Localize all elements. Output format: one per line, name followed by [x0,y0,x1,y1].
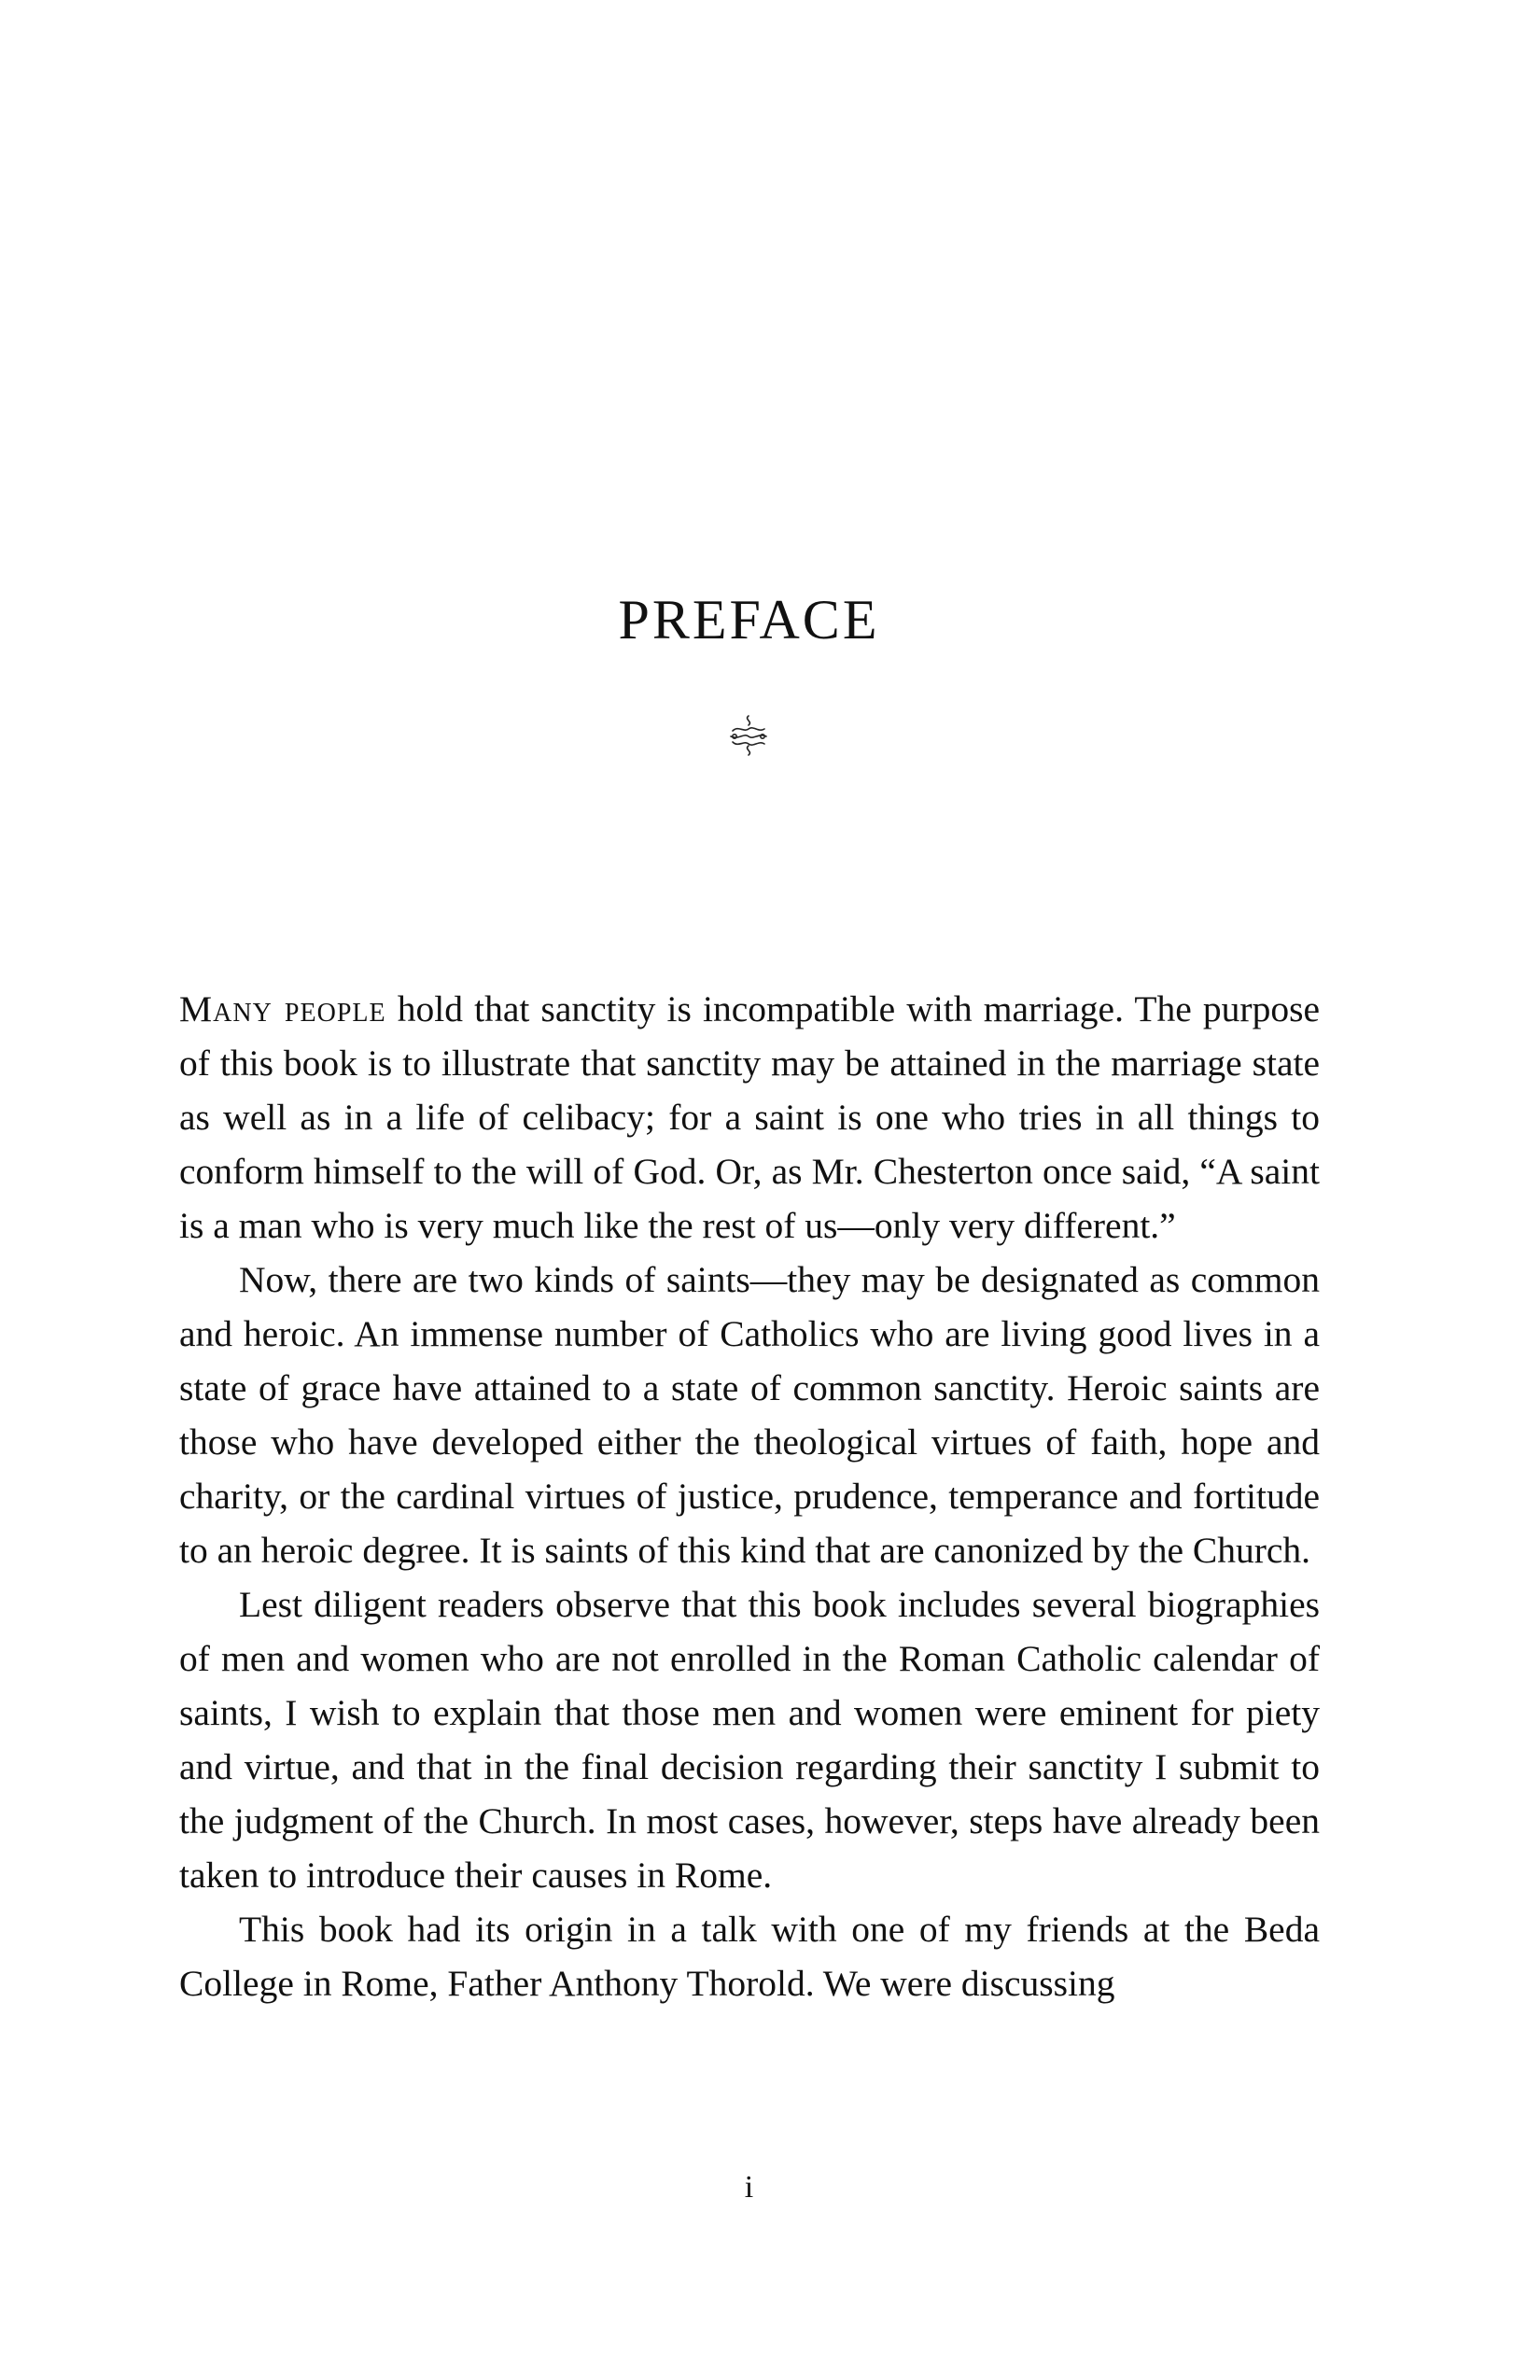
preface-body [179,982,1320,2010]
page-title: PREFACE [618,589,880,651]
paragraph-4: This book had its origin in a talk with one of my friends at the Beda College in Rome, Father Anthony Thorold. We were discussing [179,1909,1320,2004]
paragraph-2: Now, there are two kinds of saints—they may be designated as common and heroic. An immense number of Catholics who are living good lives in a state of grace have attained to a state of common sanctity. Heroic saints are those who have developed either the theological virtues of faith, hope and charity, or the cardinal virtues of justice, prudence, temperance and fortitude to an heroic degree. It is saints of this kind that are canonized by the Church. [179,1259,1320,1571]
paragraph-3: Lest diligent readers observe that this book includes several biographies of men and women who are not enrolled in the Roman Catholic calendar of saints, I wish to explain that those men and women were eminent for piety and virtue, and that in the final decision regarding their sanctity I submit to the judgment of the Church. In most cases, however, steps have already been taken to introduce their causes in Rome. [179,1584,1320,1896]
opening-smallcaps: Many people [179,988,386,1029]
page-number: i [744,2170,754,2205]
paragraph-1 [179,982,1320,1253]
fleuron-ornament-icon [725,712,772,759]
paragraph-1-text: hold that sanctity is incompatible with marriage. The purpose of this book is to illustrate that sanctity may be attained in the marriage state as well as in a life of celibacy; for a saint is one who tries in all things to conform himself to the will of God. Or, as Mr. Chesterton once said, “A saint is a man who is very much like the rest of us—only very different.” [179,988,1320,1246]
